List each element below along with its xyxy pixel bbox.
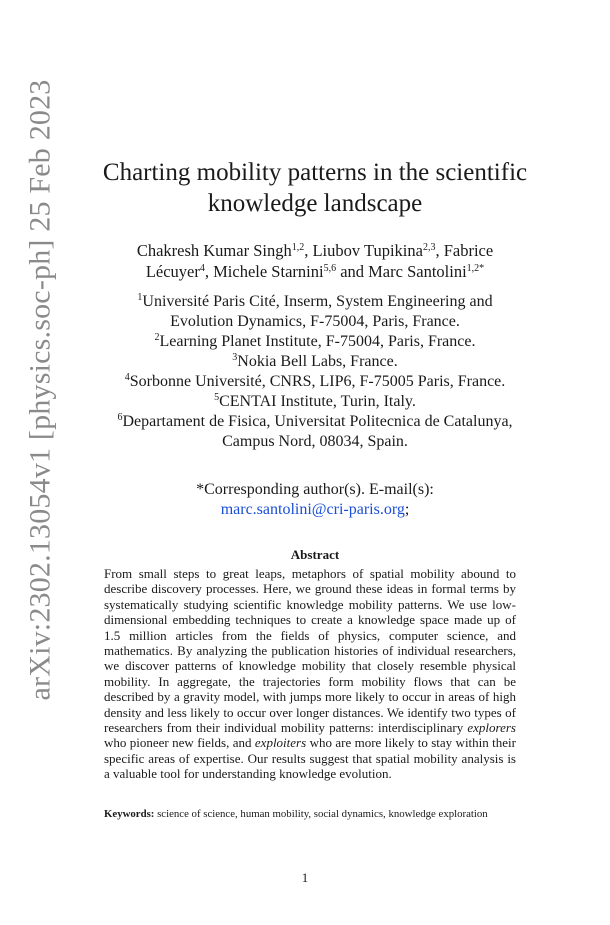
author-list bbox=[110, 240, 520, 282]
affiliation-text: CENTAI Institute, Turin, Italy. bbox=[219, 393, 416, 410]
page-number: 1 bbox=[301, 870, 309, 885]
affiliation-text: Nokia Bell Labs, France. bbox=[237, 353, 398, 370]
author-affiliation-marker: 2,3 bbox=[422, 242, 436, 253]
author-name: Liubov Tupikina bbox=[312, 241, 423, 260]
corresponding-author bbox=[80, 480, 550, 520]
author-separator: and bbox=[336, 262, 369, 281]
affiliation-line bbox=[80, 392, 550, 412]
affiliation-line bbox=[80, 372, 550, 392]
affiliation-line bbox=[80, 412, 550, 432]
author-affiliation-marker: 5,6 bbox=[323, 263, 337, 274]
affiliation-list bbox=[80, 292, 550, 452]
affiliation-number: 1 bbox=[137, 292, 143, 303]
affiliation-text: Evolution Dynamics, F-75004, Paris, France. bbox=[170, 313, 460, 330]
affiliation-text: Departament de Fisica, Universitat Politecnica de Catalunya, bbox=[122, 413, 513, 430]
abstract-heading: Abstract bbox=[290, 547, 340, 562]
affiliation-number: 5 bbox=[214, 392, 220, 403]
paper-title bbox=[70, 157, 560, 219]
affiliation-text: Sorbonne Université, CNRS, LIP6, F-75005 Paris, France. bbox=[129, 373, 506, 390]
keywords bbox=[104, 808, 516, 822]
keywords-text: science of science, human mobility, social dynamics, knowledge exploration bbox=[154, 808, 488, 820]
title-line-2: knowledge landscape bbox=[207, 190, 423, 217]
email-link[interactable]: marc.santolini@cri-paris.org bbox=[220, 501, 405, 518]
affiliation-line bbox=[80, 432, 550, 452]
affiliation-number: 3 bbox=[232, 352, 238, 363]
author-name: Fabrice Lécuyer bbox=[145, 241, 494, 281]
author-name: Chakresh Kumar Singh bbox=[136, 241, 292, 260]
affiliation-line bbox=[80, 352, 550, 372]
affiliation-number: 6 bbox=[117, 412, 123, 423]
author-affiliation-marker: 4 bbox=[199, 263, 205, 274]
abstract-text: From small steps to great leaps, metaphors of spatial mobility abound to describe discovery processes. Here, we ground these ideas in formal terms by systematically studying scientific knowledge mobility patterns. We use low-dimensional embedding techniques to create a knowledge space made up of 1.5 million articles from the fields of physics, computer science, and mathematics. By analyzing the publication histories of individual researchers, we discover patterns of knowledge mobility that closely resemble physical mobility. In aggregate, the trajectories form mobility flows that can be described by a gravity model, with jumps more likely to occur in areas of high density and less likely to occur over longer distances. We identify two types of researchers from their individual mobility patterns: interdisciplinary bbox=[104, 566, 516, 736]
author-separator: , bbox=[435, 241, 444, 260]
email-suffix: ; bbox=[404, 501, 410, 518]
corresponding-label: *Corresponding author(s). E-mail(s): bbox=[196, 481, 434, 498]
author-separator: , bbox=[304, 241, 313, 260]
affiliation-line bbox=[80, 312, 550, 332]
affiliation-number: 2 bbox=[154, 332, 160, 343]
title-line-1: Charting mobility patterns in the scientific bbox=[102, 159, 528, 186]
arxiv-stamp-text: arXiv:2302.13054v1 [physics.soc-ph] 25 Feb 2023 bbox=[23, 79, 57, 701]
affiliation-line bbox=[80, 292, 550, 312]
author-separator: , bbox=[204, 262, 214, 281]
abstract-emphasis: exploiters bbox=[254, 735, 307, 751]
author-name: Marc Santolini bbox=[368, 262, 467, 281]
affiliation-text: Campus Nord, 08034, Spain. bbox=[222, 433, 408, 450]
author-affiliation-marker: 1,2 bbox=[291, 242, 305, 253]
abstract-text: who pioneer new fields, and bbox=[104, 735, 255, 751]
abstract-emphasis: explorers bbox=[467, 720, 516, 736]
author-name: Michele Starnini bbox=[213, 262, 324, 281]
affiliation-line bbox=[80, 332, 550, 352]
affiliation-text: Université Paris Cité, Inserm, System Engineering and bbox=[142, 293, 493, 310]
affiliation-number: 4 bbox=[124, 372, 130, 383]
arxiv-stamp bbox=[22, 79, 58, 701]
abstract-body bbox=[104, 566, 516, 782]
author-affiliation-marker: 1,2* bbox=[466, 263, 485, 274]
affiliation-text: Learning Planet Institute, F-75004, Paris, France. bbox=[159, 333, 476, 350]
keywords-label: Keywords: bbox=[104, 808, 155, 820]
abstract-text: who are more likely to stay within their specific areas of expertise. Our results suggest that spatial mobility analysis is a valuable tool for understanding knowledge evolution. bbox=[104, 735, 516, 782]
